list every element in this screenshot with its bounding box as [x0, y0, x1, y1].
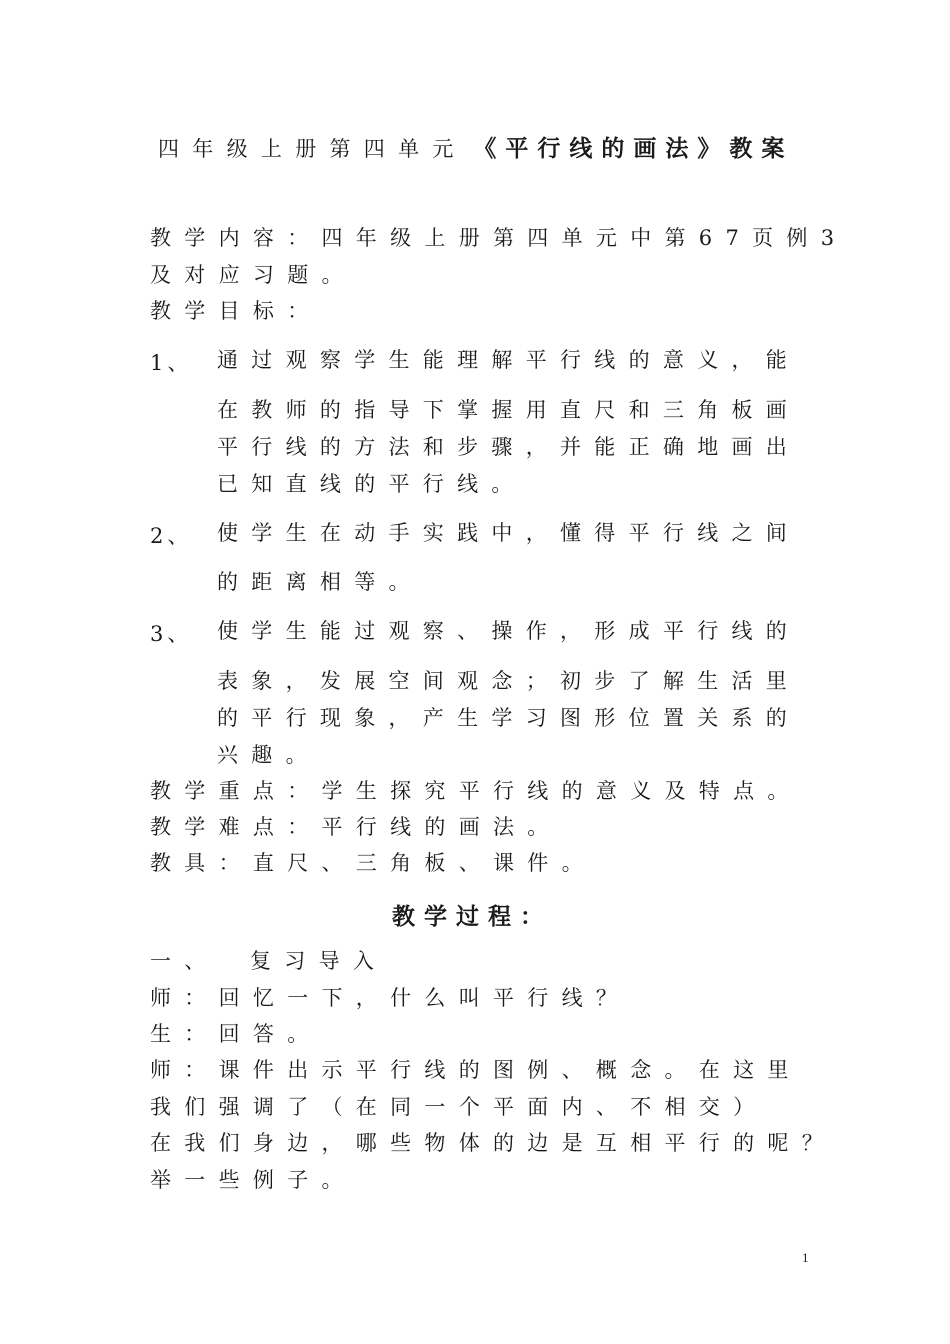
goal-1-line: 在教师的指导下掌握用直尺和三角板画 [217, 398, 801, 422]
key-point: 教学重点：学生探究平行线的意义及特点。 [150, 779, 802, 803]
content-line-1 [150, 225, 847, 251]
goal-3-line: 使学生能过观察、操作，形成平行线的 [217, 619, 801, 643]
process-line: 师：回忆一下，什么叫平行线？ [150, 986, 631, 1010]
goal-3-line: 的平行现象，产生学习图形位置关系的 [217, 706, 801, 730]
difficult-point: 教学难点：平行线的画法。 [150, 815, 562, 839]
content-line-2: 及对应习题。 [150, 263, 356, 287]
goal-3-number: 3、 [150, 622, 193, 646]
goal-1-line: 已知直线的平行线。 [217, 472, 526, 496]
goal-1-number: 1、 [150, 351, 193, 375]
label-goals: 教学目标： [150, 299, 322, 323]
step-1-number: 一、 [150, 949, 219, 973]
goal-2-line: 的距离相等。 [217, 570, 423, 594]
document-title [158, 134, 793, 164]
teaching-tools: 教具：直尺、三角板、课件。 [150, 851, 596, 875]
goal-3-line: 表象，发展空间观念；初步了解生活里 [217, 669, 801, 693]
title-part-lesson: 《平行线的画法》教案 [473, 135, 794, 162]
goal-2-number: 2、 [150, 524, 193, 548]
process-heading: 教学过程： [392, 903, 552, 930]
goal-2-line: 使学生在动手实践中，懂得平行线之间 [217, 521, 801, 545]
process-line: 在我们身边，哪些物体的边是互相平行的呢？ [150, 1131, 836, 1155]
process-line: 举一些例子。 [150, 1168, 356, 1192]
label-content: 教学内容： [150, 226, 322, 250]
content-text-1: 四年级上册第四单元中第67页例3 [321, 226, 848, 250]
step-1-title: 复习导入 [250, 949, 388, 973]
goal-1-line: 通过观察学生能理解平行线的意义，能 [217, 348, 801, 372]
title-part-unit: 四年级上册第四单元 [158, 137, 467, 161]
process-line: 生：回答。 [150, 1022, 322, 1046]
process-line: 师：课件出示平行线的图例、概念。在这里 [150, 1058, 802, 1082]
page-number: 1 [802, 1250, 809, 1265]
goal-1-line: 平行线的方法和步骤，并能正确地画出 [217, 435, 801, 459]
process-line: 我们强调了（在同一个平面内、不相交） [150, 1095, 768, 1119]
goal-3-line: 兴趣。 [217, 743, 320, 767]
